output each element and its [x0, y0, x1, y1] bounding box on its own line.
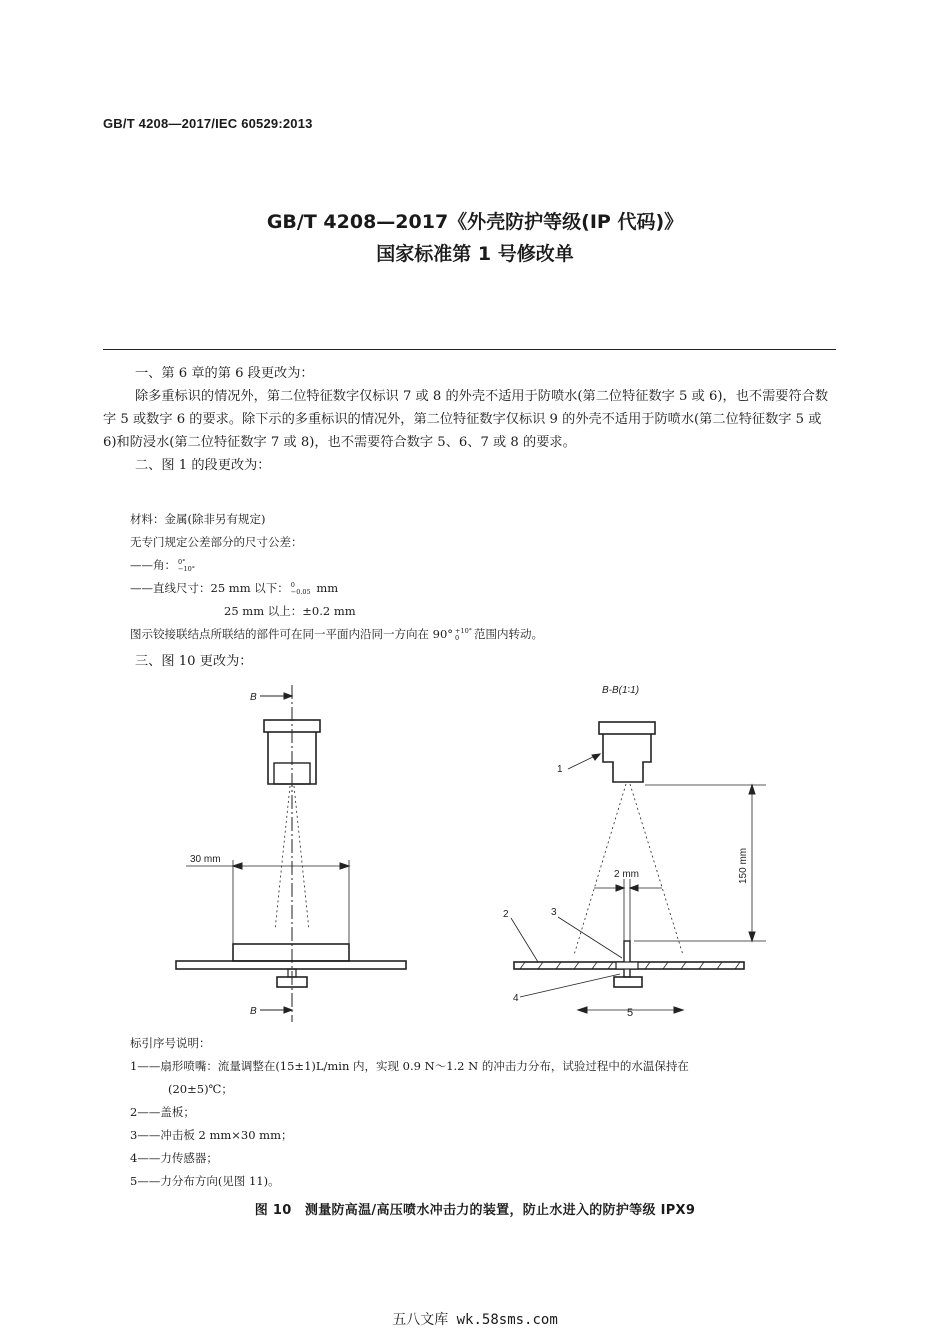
hinge-limits: +10° 0: [455, 627, 473, 642]
section-label-bottom: B: [250, 1006, 257, 1017]
spray-line: [294, 786, 309, 930]
section-1-paragraph: 除多重标识的情况外，第二位特征数字仅标识 7 或 8 的外壳不适用于防喷水(第二位特征数字 5 或 6)，也不需要符合数字 5 或数字 6 的要求。除下示的多重标识的情况外，第二位特征数字仅标识 9 的外壳不适用于防喷水(第二位特征数字 5 或 6)和防浸水(第二位特征数字 7 或 8)，也不需要符合数字 5、6、7 或 8 的要求。: [103, 389, 829, 450]
dim-direction-label: 5: [627, 1007, 634, 1019]
angle-limits: 0° −10°: [178, 558, 195, 573]
cover-plate: [176, 961, 406, 969]
document-subtitle: 国家标准第 1 号修改单: [376, 243, 574, 265]
nozzle-body: [603, 734, 651, 782]
callout-2: 2: [503, 909, 509, 920]
dim-width-label: 30 mm: [190, 854, 221, 865]
legend-item-2: 2——盖板；: [130, 1105, 195, 1119]
watermark-footer: 五八文库 wk.58sms.com: [392, 1312, 558, 1328]
section-1: [103, 362, 836, 477]
material-line: 材料：金属(除非另有规定): [130, 512, 266, 526]
figure-10-drawing: [0, 675, 950, 1030]
callout-1: 1: [557, 764, 563, 775]
figure-legend: [130, 1032, 836, 1193]
force-sensor: [614, 977, 642, 987]
hinge-note: 图示铰接联结点所联结的部件可在同一平面内沿同一方向在 90° +10° 0 范围内转动。: [130, 627, 544, 642]
document-code: GB/T 4208—2017/IEC 60529:2013: [103, 116, 313, 131]
legend-title: 标引序号说明：: [130, 1036, 211, 1050]
impact-plate: [624, 941, 630, 977]
legend-item-5: 5——力分布方向(见图 11)。: [130, 1174, 280, 1188]
angle-tolerance: [130, 554, 830, 577]
callout-4: 4: [513, 993, 519, 1004]
section-2-heading: 二、图 1 的段更改为：: [135, 458, 271, 473]
section-2-content: [130, 508, 830, 646]
dim-gap-label: 2 mm: [614, 869, 639, 880]
spray-line: [275, 786, 290, 930]
legend-item-1: 1——扇形喷嘴：流量调整在(15±1)L/min 内，实现 0.9 N～1.2 N 的冲击力分布，试验过程中的水温保持在: [130, 1059, 689, 1073]
linear-above: 25 mm 以上：±0.2 mm: [224, 604, 356, 618]
section-label-top: B: [250, 692, 257, 703]
figure-caption: 图 10 测量防高温/高压喷水冲击力的装置，防止水进入的防护等级 IPX9: [254, 1203, 696, 1218]
document-title: GB/T 4208—2017《外壳防护等级(IP 代码)》: [266, 211, 684, 233]
legend-item-1-cont: (20±5)℃；: [168, 1082, 233, 1096]
tolerance-intro: 无专门规定公差部分的尺寸公差：: [130, 535, 303, 549]
legend-item-4: 4——力传感器；: [130, 1151, 218, 1165]
dim-height-label: 150 mm: [738, 847, 749, 884]
linear-unit: mm: [312, 581, 339, 595]
linear-tolerance: [130, 577, 830, 600]
section-3-heading: 三、图 10 更改为：: [135, 654, 253, 669]
callout-3: 3: [551, 907, 557, 918]
section-title: B-B(1∶1): [602, 685, 640, 696]
impact-plate: [233, 944, 349, 961]
title-rule: [103, 349, 836, 350]
nozzle-cap: [599, 722, 655, 734]
linear-limits: 0 −0.05: [290, 581, 311, 596]
linear-label: ——直线尺寸：25 mm 以下：: [130, 581, 289, 595]
section-1-heading: 一、第 6 章的第 6 段更改为：: [135, 366, 314, 381]
angle-label: ——角：: [130, 558, 176, 572]
legend-item-3: 3——冲击板 2 mm×30 mm；: [130, 1128, 293, 1142]
section-view: [511, 722, 766, 1013]
